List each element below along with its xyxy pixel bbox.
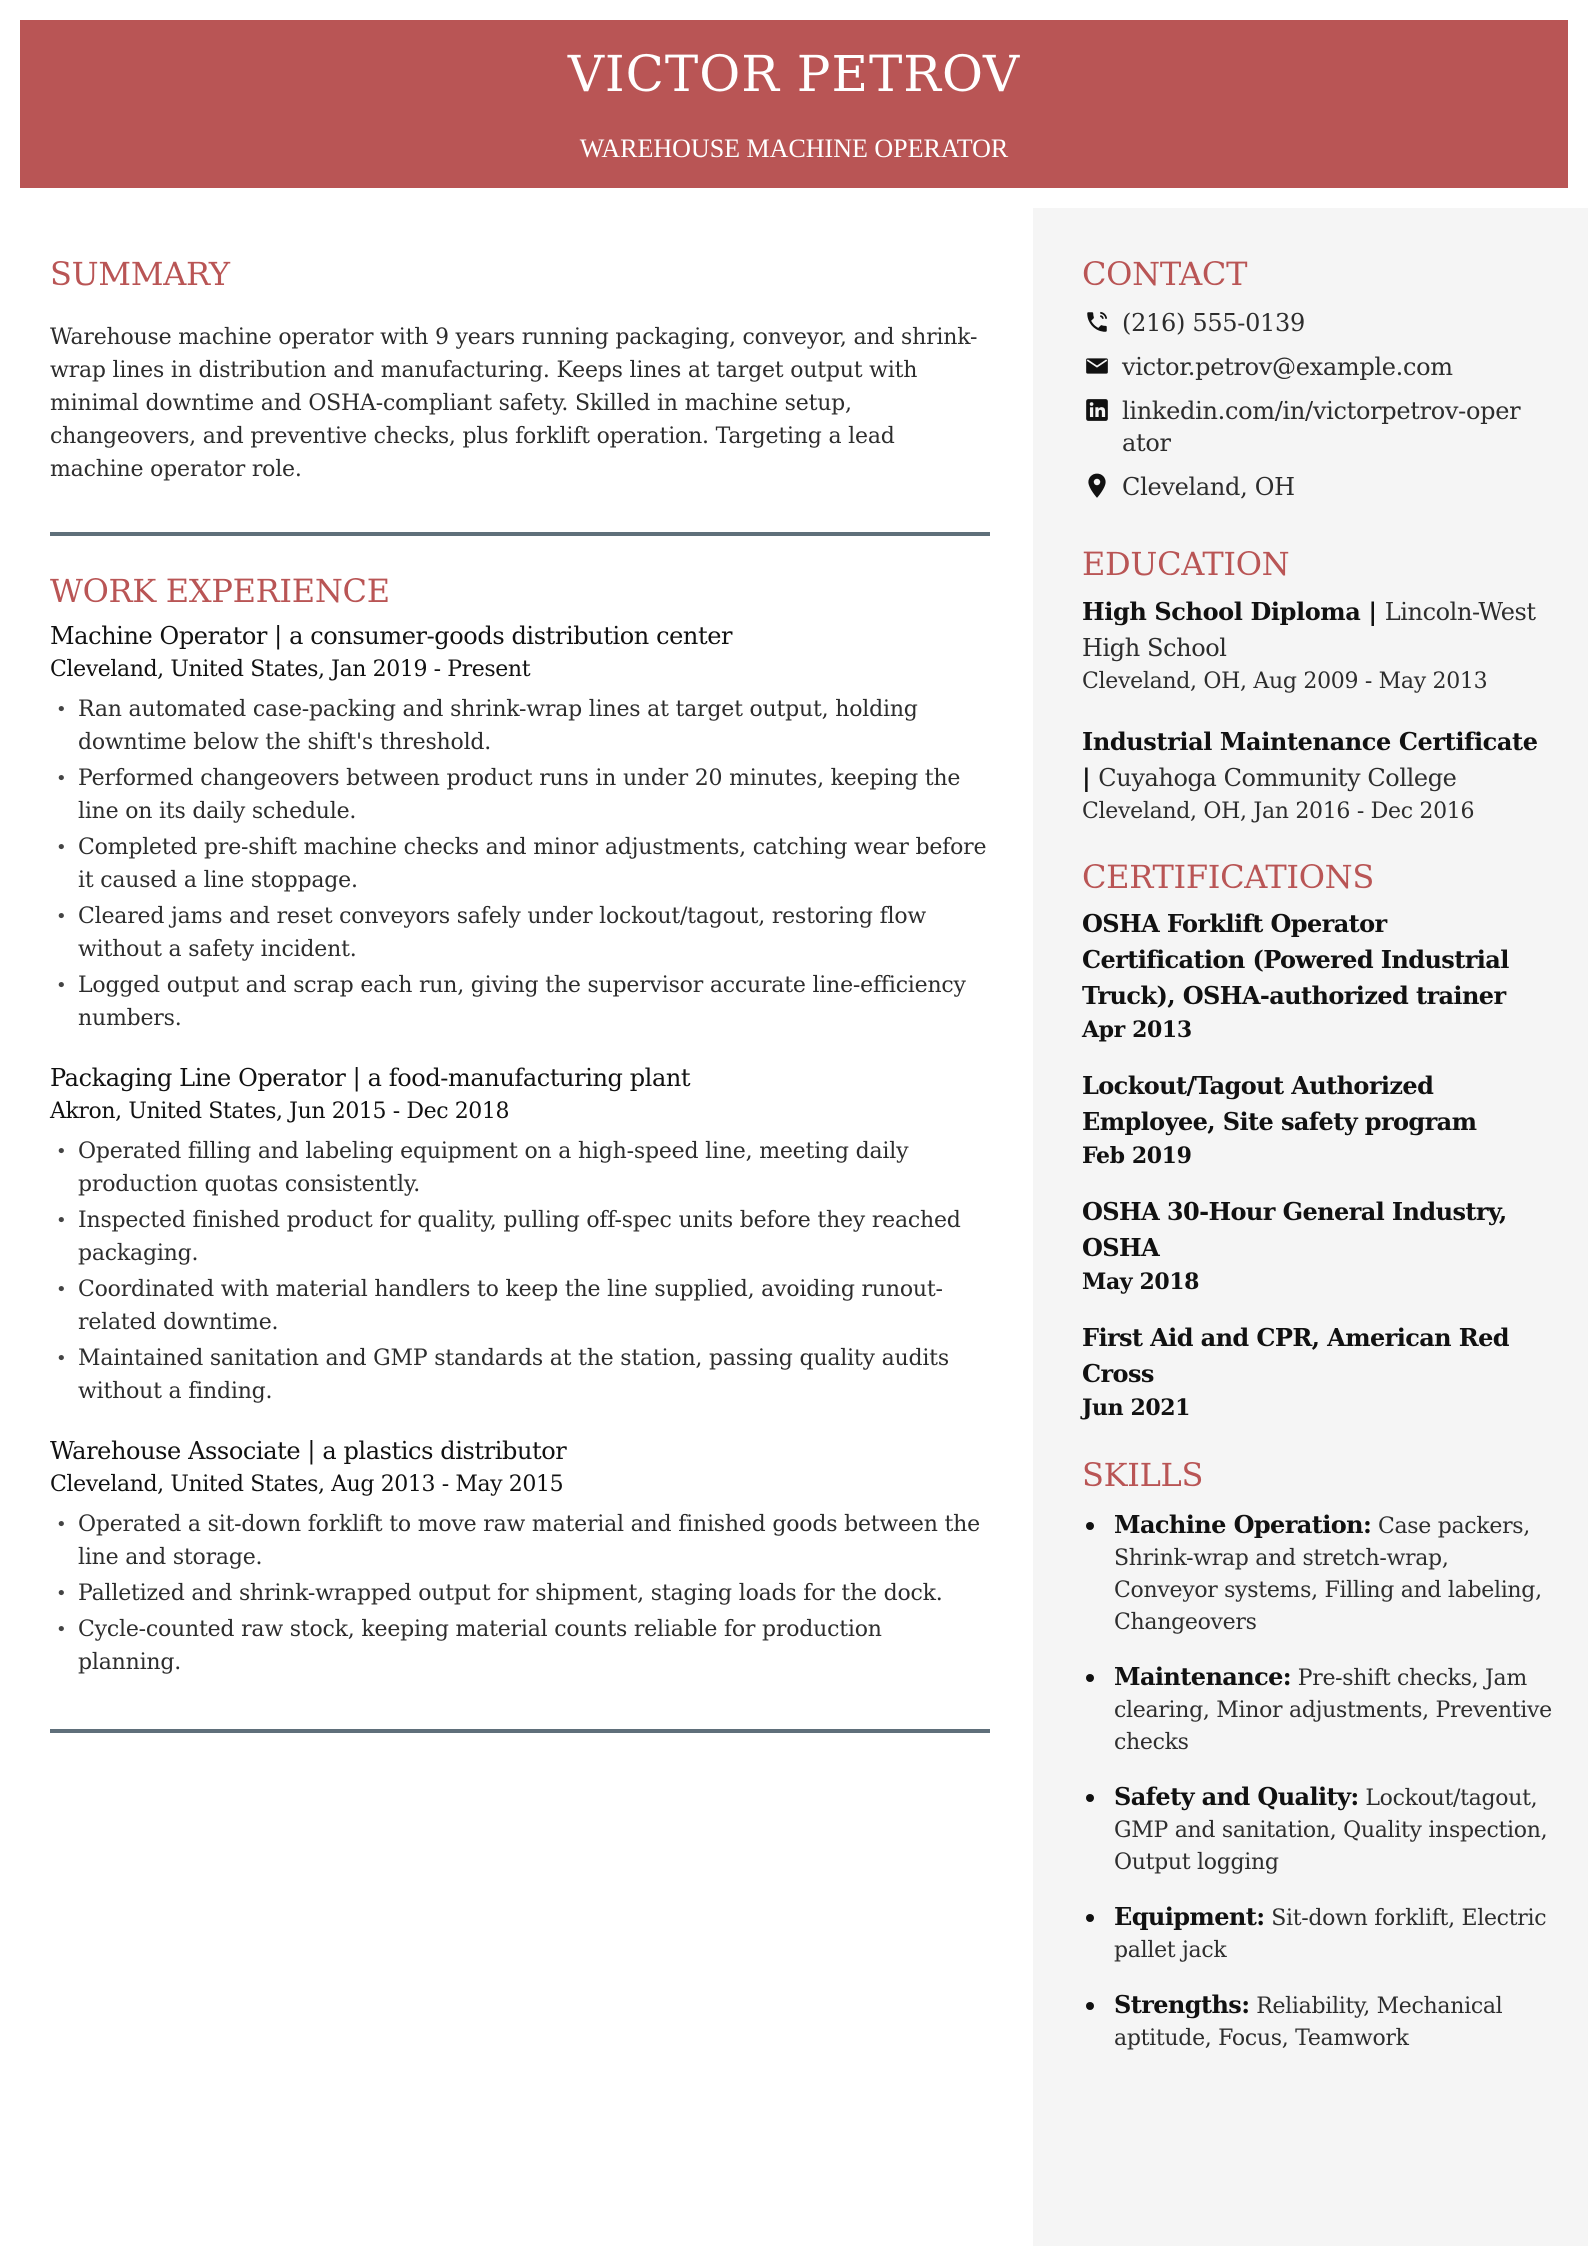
- certification-date: May 2018: [1082, 1269, 1200, 1296]
- skill-label: Safety and Quality:: [1114, 1781, 1359, 1811]
- education-separator: |: [1082, 762, 1099, 792]
- job-bullet: • Operated filling and labeling equipment on a high-speed line, meeting daily production quotas consistently.: [50, 1135, 990, 1201]
- skill-label: Equipment:: [1114, 1901, 1265, 1931]
- job-entry: [50, 1434, 990, 1679]
- job-separator: |: [345, 1063, 368, 1092]
- job-bullet: • Coordinated with material handlers to keep the line supplied, avoiding runout-related downtime.: [50, 1273, 990, 1339]
- certification-date: Apr 2013: [1082, 1017, 1192, 1044]
- certification-name: OSHA 30-Hour General Industry, OSHA: [1082, 1197, 1507, 1263]
- linkedin-icon: [1082, 395, 1112, 425]
- contact-location: [1082, 471, 1552, 503]
- section-divider: [50, 1729, 990, 1733]
- education-heading-line: [1082, 594, 1552, 666]
- skill-item: [1082, 1509, 1552, 1639]
- sidebar-column: [1082, 255, 1552, 2077]
- summary-heading: SUMMARY: [50, 255, 230, 293]
- job-location-dates: Cleveland, United States, Jan 2019 - Present: [50, 656, 531, 682]
- linkedin-text[interactable]: linkedin.com/in/victorpetrov-operator: [1122, 397, 1521, 458]
- education-school: Cuyahoga Community College: [1098, 763, 1457, 792]
- certification-date: Jun 2021: [1082, 1395, 1191, 1422]
- certification-list: [1082, 906, 1552, 1424]
- education-separator: |: [1360, 596, 1385, 626]
- skill-values: Pre-shift checks, Jam clearing, Minor adjustments, Preventive checks: [1114, 1665, 1552, 1755]
- contact-linkedin: [1082, 395, 1552, 459]
- job-bullets: [50, 693, 990, 1035]
- contact-phone: [1082, 307, 1552, 339]
- skill-item: [1082, 1781, 1552, 1879]
- job-bullet: • Performed changeovers between product runs in under 20 minutes, keeping the line on its daily schedule.: [50, 762, 990, 828]
- skill-values: Reliability, Mechanical aptitude, Focus, Teamwork: [1114, 1993, 1503, 2051]
- job-company: a plastics distributor: [322, 1436, 567, 1465]
- job-heading: [50, 1434, 990, 1468]
- job-bullet: • Completed pre-shift machine checks and minor adjustments, catching wear before it caused a line stoppage.: [50, 831, 990, 897]
- job-list: [50, 619, 990, 1679]
- job-bullets: [50, 1508, 990, 1679]
- certification-entry: [1082, 1068, 1552, 1172]
- certification-entry: [1082, 1194, 1552, 1298]
- job-role: Machine Operator: [50, 621, 267, 650]
- email-icon: [1082, 351, 1112, 381]
- education-meta: Cleveland, OH, Jan 2016 - Dec 2016: [1082, 798, 1475, 824]
- contact-heading: CONTACT: [1082, 255, 1248, 293]
- main-column: [50, 255, 990, 1733]
- job-separator: |: [266, 621, 290, 650]
- education-heading-line: [1082, 724, 1552, 796]
- skills-list: [1082, 1509, 1552, 2055]
- contact-list: [1082, 307, 1552, 503]
- certification-name: First Aid and CPR, American Red Cross: [1082, 1323, 1509, 1389]
- skill-values: Sit-down forklift, Electric pallet jack: [1114, 1905, 1547, 1963]
- job-bullet: • Operated a sit-down forklift to move raw material and finished goods between the line and storage.: [50, 1508, 990, 1574]
- job-role: Warehouse Associate: [50, 1436, 301, 1465]
- phone-text[interactable]: (216) 555-0139: [1122, 309, 1305, 338]
- resume-header: [20, 20, 1568, 188]
- job-location-dates: Cleveland, United States, Aug 2013 - May 2015: [50, 1471, 564, 1497]
- job-bullet: • Cycle-counted raw stock, keeping material counts reliable for production planning.: [50, 1613, 990, 1679]
- skill-values: Case packers, Shrink-wrap and stretch-wrap, Conveyor systems, Filling and labeling, Changeovers: [1114, 1513, 1542, 1635]
- skill-values: Lockout/tagout, GMP and sanitation, Quality inspection, Output logging: [1114, 1785, 1548, 1875]
- certification-name: OSHA Forklift Operator Certification (Powered Industrial Truck), OSHA-authorized trainer: [1082, 909, 1509, 1011]
- skill-item: [1082, 1989, 1552, 2055]
- job-heading: [50, 1061, 990, 1095]
- job-bullet: • Maintained sanitation and GMP standards at the station, passing quality audits without a finding.: [50, 1342, 990, 1408]
- skill-label: Machine Operation:: [1114, 1509, 1372, 1539]
- job-entry: [50, 619, 990, 1035]
- skill-item: [1082, 1661, 1552, 1759]
- certification-entry: [1082, 1320, 1552, 1424]
- location-text: Cleveland, OH: [1122, 473, 1295, 502]
- education-degree: Industrial Maintenance Certificate: [1082, 726, 1538, 756]
- certification-name: Lockout/Tagout Authorized Employee, Site safety program: [1082, 1071, 1477, 1137]
- contact-email: [1082, 351, 1552, 383]
- location-pin-icon: [1082, 471, 1112, 501]
- education-degree: High School Diploma: [1082, 596, 1361, 626]
- job-bullet: • Cleared jams and reset conveyors safely under lockout/tagout, restoring flow without a safety incident.: [50, 900, 990, 966]
- work-experience-heading: WORK EXPERIENCE: [50, 572, 390, 611]
- skill-space: [1371, 1514, 1378, 1539]
- job-bullets: [50, 1135, 990, 1408]
- education-entry: [1082, 724, 1552, 828]
- section-divider: [50, 532, 990, 536]
- job-bullet: • Inspected finished product for quality, pulling off-spec units before they reached packaging.: [50, 1204, 990, 1270]
- email-text[interactable]: victor.petrov@example.com: [1122, 353, 1453, 382]
- job-bullet: • Palletized and shrink-wrapped output for shipment, staging loads for the dock.: [50, 1577, 990, 1610]
- job-location-dates: Akron, United States, Jun 2015 - Dec 2018: [50, 1098, 510, 1124]
- phone-icon: [1082, 307, 1112, 337]
- job-bullet: • Ran automated case-packing and shrink-wrap lines at target output, holding downtime below the shift's threshold.: [50, 693, 990, 759]
- education-heading: EDUCATION: [1082, 545, 1290, 584]
- job-entry: [50, 1061, 990, 1408]
- job-heading: [50, 619, 990, 653]
- education-meta: Cleveland, OH, Aug 2009 - May 2013: [1082, 668, 1488, 694]
- job-role: Packaging Line Operator: [50, 1063, 346, 1092]
- job-company: a consumer-goods distribution center: [289, 621, 733, 650]
- certification-date: Feb 2019: [1082, 1143, 1192, 1170]
- candidate-name: VICTOR PETROV: [567, 45, 1021, 103]
- skill-label: Strengths:: [1114, 1989, 1250, 2019]
- skill-item: [1082, 1901, 1552, 1967]
- skills-heading: SKILLS: [1082, 1456, 1204, 1495]
- skill-label: Maintenance:: [1114, 1661, 1292, 1691]
- job-company: a food-manufacturing plant: [367, 1063, 691, 1092]
- education-list: [1082, 594, 1552, 828]
- certifications-heading: CERTIFICATIONS: [1082, 857, 1374, 896]
- job-separator: |: [300, 1436, 323, 1465]
- education-entry: [1082, 594, 1552, 698]
- job-bullet: • Logged output and scrap each run, giving the supervisor accurate line-efficiency numbers.: [50, 969, 990, 1035]
- summary-text: Warehouse machine operator with 9 years running packaging, conveyor, and shrink-wrap lines in distribution and manufacturing. Keeps lines at target output with minimal downtime and OSHA-compliant safety. Skilled in machine setup, changeovers, and preventive checks, plus forklift operation. Targeting a lead machine operator role.: [50, 325, 978, 483]
- certification-entry: [1082, 906, 1552, 1046]
- education-school: Lincoln-West High School: [1082, 597, 1536, 662]
- candidate-title: WAREHOUSE MACHINE OPERATOR: [579, 134, 1009, 163]
- skill-space: [1291, 1666, 1298, 1691]
